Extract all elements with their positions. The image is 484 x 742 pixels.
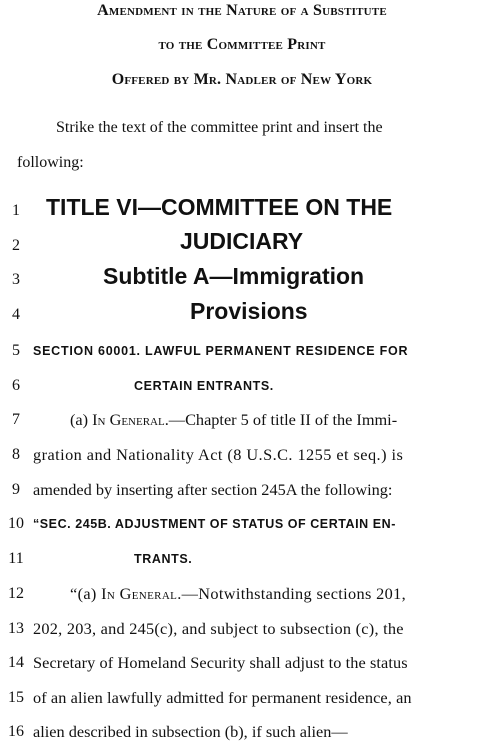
line-number: 8 bbox=[12, 446, 20, 463]
line-number: 4 bbox=[12, 306, 20, 323]
body-line: alien described in subsection (b), if such alien— bbox=[33, 722, 348, 741]
title-heading: TITLE VI—COMMITTEE ON THE bbox=[46, 194, 393, 220]
line-number: 14 bbox=[8, 654, 24, 671]
intro-line-2: following: bbox=[17, 154, 84, 171]
line-number: 16 bbox=[8, 723, 24, 740]
body-line: Secretary of Homeland Security shall adjust to the status bbox=[33, 653, 408, 672]
line-number: 5 bbox=[12, 342, 20, 359]
subsection-a-line: (a) In General.—Chapter 5 of title II of the Immi- bbox=[70, 410, 398, 429]
line-number: 2 bbox=[12, 237, 20, 254]
new-section-heading: “SEC. 245B. ADJUSTMENT OF STATUS OF CERTAIN EN- bbox=[33, 517, 396, 531]
section-heading: SECTION 60001. LAWFUL PERMANENT RESIDENCE FOR bbox=[33, 344, 409, 358]
body-line: gration and Nationality Act (8 U.S.C. 1255 et seq.) is bbox=[33, 445, 404, 464]
new-section-heading-cont: TRANTS. bbox=[134, 552, 193, 566]
subsection-a-line: “(a) In General.—Notwithstanding sections 201, bbox=[70, 584, 407, 603]
subtitle-heading-cont: Provisions bbox=[190, 298, 308, 324]
line-number: 11 bbox=[8, 550, 24, 567]
title-heading-cont: JUDICIARY bbox=[180, 228, 304, 254]
section-heading-cont: CERTAIN ENTRANTS. bbox=[134, 379, 274, 393]
line-number: 9 bbox=[12, 481, 20, 498]
line-number: 13 bbox=[8, 620, 24, 637]
body-line: 202, 203, and 245(c), and subject to subsection (c), the bbox=[33, 619, 404, 638]
line-number: 12 bbox=[8, 585, 24, 602]
line-number: 15 bbox=[8, 689, 24, 706]
line-number: 6 bbox=[12, 377, 20, 394]
line-number: 7 bbox=[12, 411, 20, 428]
line-number: 1 bbox=[12, 202, 20, 219]
subtitle-heading: Subtitle A—Immigration bbox=[103, 263, 365, 289]
body-line: of an alien lawfully admitted for permanent residence, an bbox=[33, 688, 412, 707]
intro-line-1: Strike the text of the committee print and insert the bbox=[56, 119, 383, 136]
amendment-heading-line-1: Amendment in the Nature of a Substitute bbox=[97, 2, 387, 19]
amendment-heading-line-2: to the Committee Print bbox=[158, 36, 326, 53]
line-number: 3 bbox=[12, 271, 20, 288]
line-number: 10 bbox=[8, 515, 24, 532]
amendment-heading-line-3: Offered by Mr. Nadler of New York bbox=[111, 71, 373, 88]
body-line: amended by inserting after section 245A the following: bbox=[33, 480, 393, 499]
